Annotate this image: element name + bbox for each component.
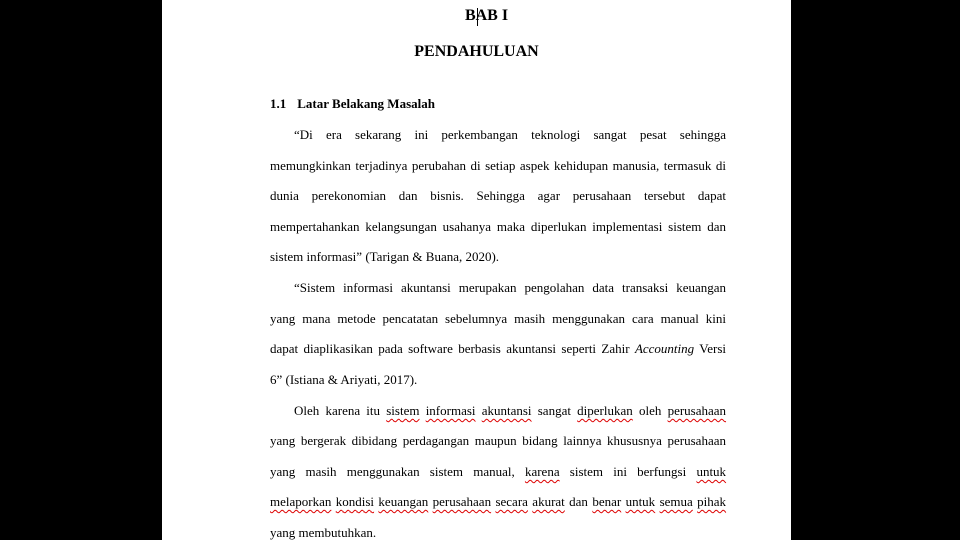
paragraph-1-line-5: sistem informasi” (Tarigan & Buana, 2020). xyxy=(270,249,500,264)
paragraph-2-line-2: yang mana metode pencatatan sebelumnya masih menggunakan cara manual kini xyxy=(270,311,726,326)
paragraph-1-line-3: dunia perekonomian dan bisnis. Sehingga agar perusahaan tersebut dapat xyxy=(270,188,726,203)
spellcheck-word: keuangan xyxy=(378,494,429,509)
spellcheck-word: sistem xyxy=(386,403,420,418)
paragraph-3-line-4 xyxy=(270,494,726,510)
spellcheck-word: karena xyxy=(524,464,560,479)
text-run: yang xyxy=(270,525,296,540)
paragraph-2-line-3 xyxy=(270,341,726,357)
text-run: yang masih menggunakan sistem manual, xyxy=(270,464,515,479)
paragraph-1-line-4: mempertahankan kelangsungan usahanya maka diperlukan implementasi sistem dan xyxy=(270,219,726,234)
spellcheck-word: untuk xyxy=(696,464,727,479)
text-run: dapat diaplikasikan pada software berbasis akuntansi seperti Zahir xyxy=(270,341,630,356)
text-run: oleh xyxy=(638,403,662,418)
text-run: . xyxy=(372,525,377,540)
spellcheck-word: secara xyxy=(495,494,528,509)
spellcheck-word: benar xyxy=(592,494,622,509)
section-title: Latar Belakang Masalah xyxy=(297,96,435,111)
text-run: sistem ini berfungsi xyxy=(569,464,687,479)
spellcheck-word: melaporkan xyxy=(270,494,332,509)
text-run: sangat xyxy=(537,403,571,418)
italic-text: Accounting xyxy=(634,341,695,356)
paragraph-3-line-5 xyxy=(270,525,726,540)
spellcheck-word: akurat xyxy=(532,494,565,509)
section-heading xyxy=(270,96,435,112)
paragraph-3-line-3 xyxy=(270,464,726,480)
paragraph-2-line-4: 6” (Istiana & Ariyati, 2017). xyxy=(270,372,418,387)
spellcheck-word: diperlukan xyxy=(577,403,633,418)
spellcheck-word: pihak xyxy=(697,494,727,509)
text-run: Versi xyxy=(699,341,727,356)
spellcheck-word: perusahaan xyxy=(667,403,727,418)
spellcheck-word: untuk xyxy=(625,494,656,509)
section-number: 1.1 xyxy=(270,96,287,111)
chapter-title: PENDAHULUAN xyxy=(414,43,539,60)
spellcheck-word: akuntansi xyxy=(481,403,532,418)
spellcheck-word: membutuhkan xyxy=(298,525,373,540)
paragraph-2-line-1: “Sistem informasi akuntansi merupakan pengolahan data transaksi keuangan xyxy=(294,280,726,295)
spellcheck-word: kondisi xyxy=(335,494,375,509)
spellcheck-word: perusahaan xyxy=(432,494,492,509)
spellcheck-word: informasi xyxy=(425,403,476,418)
paragraph-3-line-2: yang bergerak dibidang perdagangan maupun bidang lainnya khususnya perusahaan xyxy=(270,433,726,448)
paragraph-3-line-1 xyxy=(294,403,726,419)
text-run: Oleh karena itu xyxy=(294,403,381,418)
spellcheck-word: semua xyxy=(659,494,693,509)
chapter-number: BAB I xyxy=(464,7,509,24)
paragraph-1-line-1: “Di era sekarang ini perkembangan teknologi sangat pesat sehingga xyxy=(294,127,726,142)
document-page[interactable] xyxy=(162,0,791,540)
paragraph-1-line-2: memungkinkan terjadinya perubahan di setiap aspek kehidupan manusia, termasuk di xyxy=(270,158,726,173)
text-run: dan xyxy=(569,494,588,509)
